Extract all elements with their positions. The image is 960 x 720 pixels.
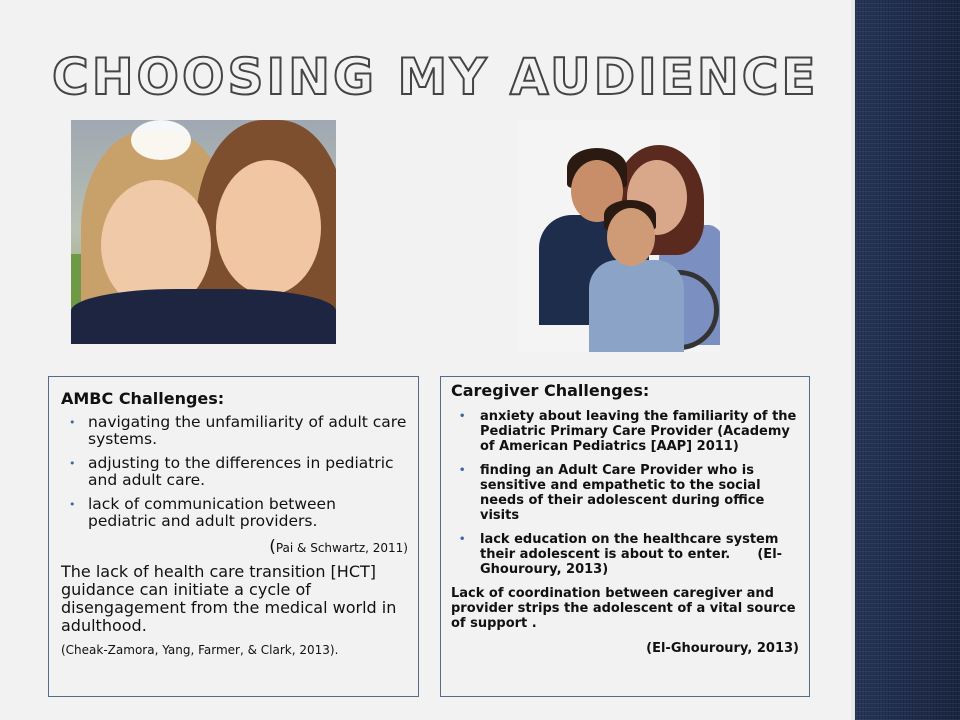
list-item: • lack of communication between pediatric and adult providers. [69,495,336,530]
bullet-icon: • [69,457,76,470]
list-item: • lack education on the healthcare system their adolescent is about to enter. (El-Ghouroury, 2013) [459,532,783,577]
list-item: • adjusting to the differences in pediatric and adult care. [69,454,394,489]
ambc-challenges-box [48,376,419,697]
ambc-citation-2: (Cheak-Zamora, Yang, Farmer, & Clark, 2013). [61,643,339,657]
decorative-sidebar [855,0,960,720]
caregiver-paragraph: Lack of coordination between caregiver and provider strips the adolescent of a vital source of support . [451,586,796,631]
family-wheelchair-photo [519,120,720,352]
caregiver-heading: Caregiver Challenges: [451,381,650,400]
ambc-heading: AMBC Challenges: [61,389,225,408]
list-item: • anxiety about leaving the familiarity of the Pediatric Primary Care Provider (Academy of American Pediatrics [AAP] 2011) [459,409,797,454]
bullet-icon: • [69,498,76,511]
ambc-list [61,414,408,530]
two-girls-photo [71,120,336,344]
caregiver-citation: (El-Ghouroury, 2013) [646,641,799,656]
bullet-icon: • [459,411,466,422]
list-item: • navigating the unfamiliarity of adult care systems. [69,413,407,448]
slide-title: CHOOSING MY AUDIENCE [52,48,819,106]
caregiver-challenges-box [440,376,810,697]
list-item: • finding an Adult Care Provider who is sensitive and empathetic to the social needs of their adolescent during office visits [459,463,765,523]
bullet-icon: • [459,534,466,545]
ambc-citation-1: (Pai & Schwartz, 2011) [269,537,408,557]
caregiver-list [451,409,799,577]
ambc-paragraph: The lack of health care transition [HCT] guidance can initiate a cycle of disengagement from the medical world in adulthood. [61,562,397,635]
bullet-icon: • [459,465,466,476]
bullet-icon: • [69,416,76,429]
